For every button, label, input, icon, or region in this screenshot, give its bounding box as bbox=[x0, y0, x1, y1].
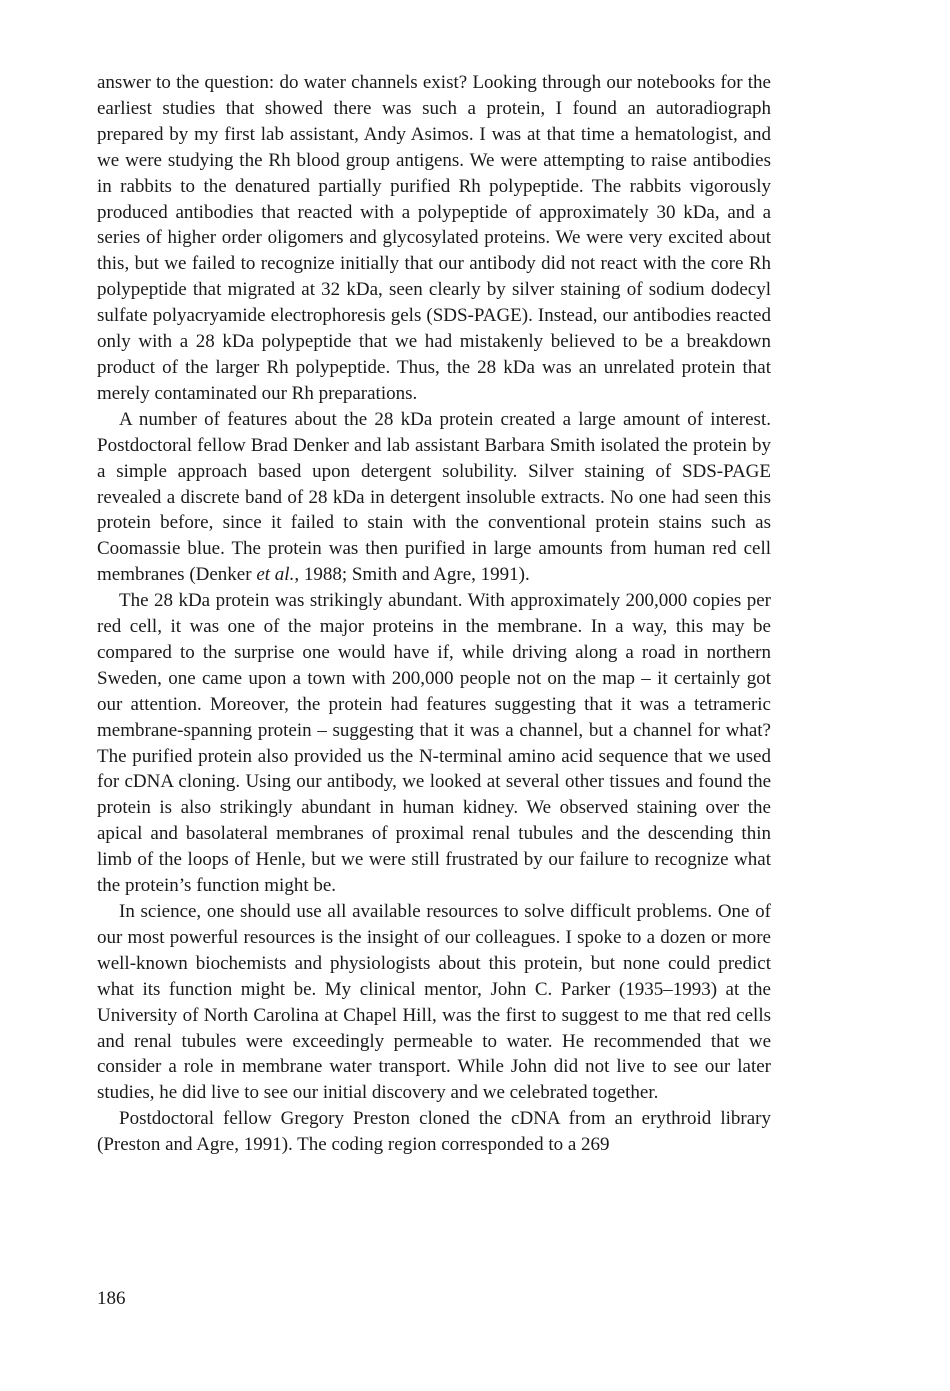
paragraph-2-citation-italic: et al. bbox=[256, 564, 295, 586]
body-text bbox=[97, 70, 771, 1158]
paragraph-5: Postdoctoral fellow Gregory Preston cloned the cDNA from an erythroid library (Preston and Agre, 1991). The coding region corresponded to a 269 bbox=[97, 1108, 771, 1156]
page-number: 186 bbox=[97, 1288, 126, 1309]
paragraph-1: answer to the question: do water channels exist? Looking through our notebooks for the earliest studies that showed there was such a protein, I found an autoradiograph prepared by my first lab assistant, Andy Asimos. I was at that time a hematologist, and we were studying the Rh blood group antigens. We were attempting to raise antibodies in rabbits to the denatured partially purified Rh polypeptide. The rabbits vigorously produced antibodies that reacted with a polypeptide of approximately 30 kDa, and a series of higher order oligomers and glycosylated proteins. We were very excited about this, but we failed to recognize initially that our antibody did not react with the core Rh polypeptide that migrated at 32 kDa, seen clearly by silver staining of sodium dodecyl sulfate polyacryamide electrophoresis gels (SDS-PAGE). Instead, our antibodies reacted only with a 28 kDa polypeptide that we had mistakenly believed to be a breakdown product of the larger Rh polypeptide. Thus, the 28 kDa was an unrelated protein that merely contaminated our Rh preparations. bbox=[97, 72, 771, 404]
paragraph-2 bbox=[97, 407, 771, 588]
paragraph-2-text-after: , 1988; Smith and Agre, 1991). bbox=[294, 564, 530, 586]
paragraph-2-text-before: A number of features about the 28 kDa protein created a large amount of interest. Postdoctoral fellow Brad Denker and lab assistant Barbara Smith isolated the protein by a simple approach based upon detergent solubility. Silver staining of SDS-PAGE revealed a discrete band of 28 kDa in detergent insoluble extracts. No one had seen this protein before, since it failed to stain with the conventional protein stains such as Coomassie blue. The protein was then purified in large amounts from human red cell membranes (Denker bbox=[97, 408, 771, 586]
paragraph-3: The 28 kDa protein was strikingly abundant. With approximately 200,000 copies per red cell, it was one of the major proteins in the membrane. In a way, this may be compared to the surprise one would have if, while driving along a road in northern Sweden, one came upon a town with 200,000 people not on the map – it certainly got our attention. Moreover, the protein had features suggesting that it was a tetrameric membrane-spanning protein – suggesting that it was a channel, but a channel for what? The purified protein also provided us the N-terminal amino acid sequence that we used for cDNA cloning. Using our antibody, we looked at several other tissues and found the protein is also strikingly abundant in human kidney. We observed staining over the apical and basolateral membranes of proximal renal tubules and the descending thin limb of the loops of Henle, but we were still frustrated by our failure to recognize what the protein’s function might be. bbox=[97, 590, 771, 897]
paragraph-4: In science, one should use all available resources to solve difficult problems. One of our most powerful resources is the insight of our colleagues. I spoke to a dozen or more well-known biochemists and physiologists about this protein, but none could predict what its function might be. My clinical mentor, John C. Parker (1935–1993) at the University of North Carolina at Chapel Hill, was the first to suggest to me that red cells and renal tubules were exceedingly permeable to water. He recommended that we consider a role in membrane water transport. While John did not live to see our later studies, he did live to see our initial discovery and we celebrated together. bbox=[97, 901, 771, 1104]
